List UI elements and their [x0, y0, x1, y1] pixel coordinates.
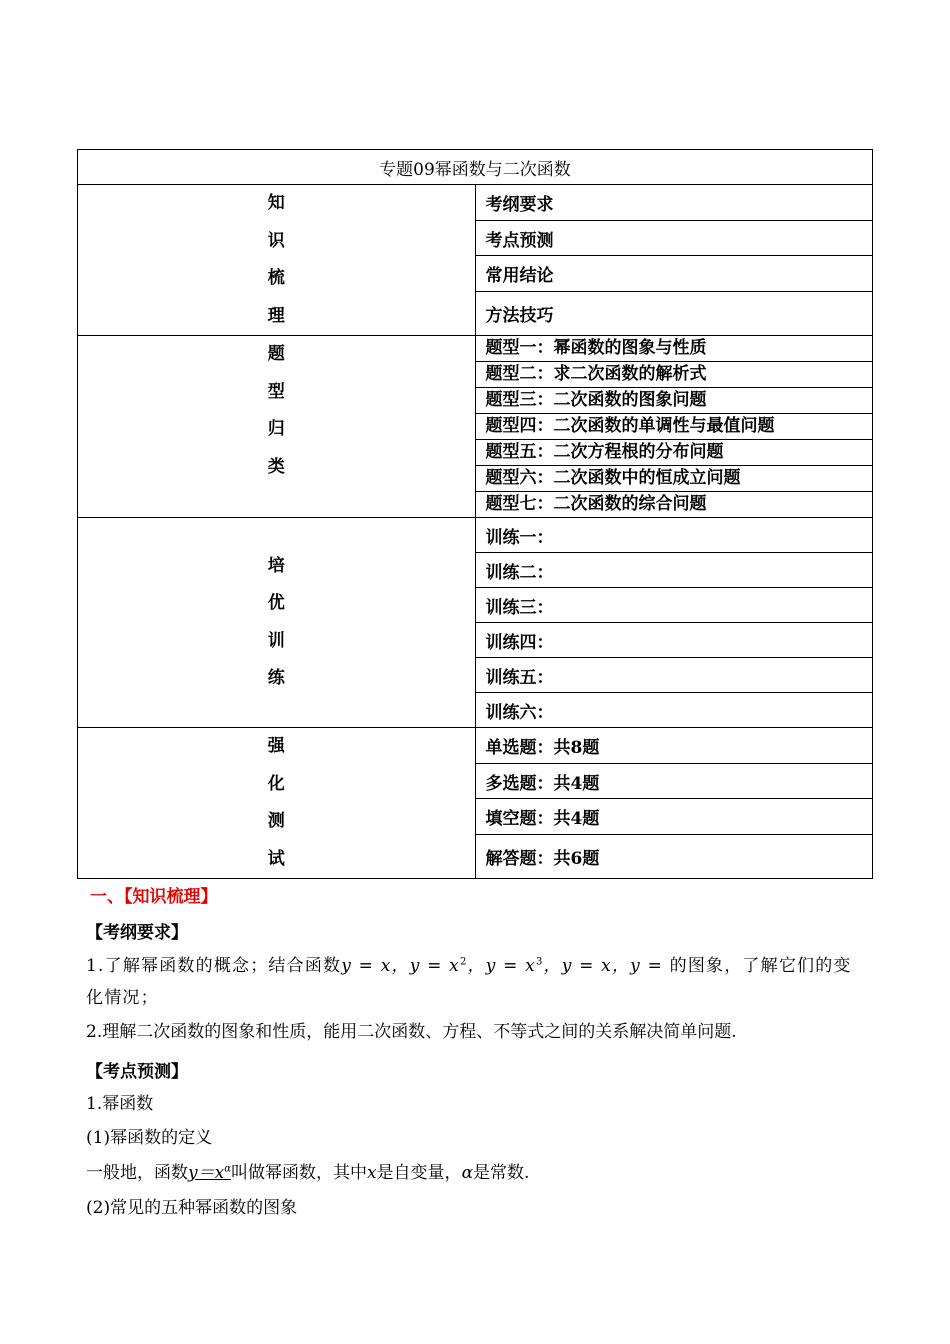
table-row: 训练六：	[475, 693, 873, 728]
table-row: 题型五：二次方程根的分布问题	[475, 440, 873, 466]
subtopic-definition: (1)幂函数的定义	[86, 1128, 213, 1148]
topic-power-function: 1.幂函数	[86, 1094, 154, 1114]
table-row: 考纲要求	[475, 185, 873, 221]
table-row: 训练二：	[475, 553, 873, 588]
table-row: 多选题：共4题	[475, 763, 873, 799]
table-row: 训练四：	[475, 623, 873, 658]
table-row: 题型七：二次函数的综合问题	[475, 492, 873, 518]
syllabus-item-1: 1.了解幂函数的概念；结合函数y = x，$y = x^2$，$y = x^3$，y = x，y = 的图象，了解它们的变化情况；	[86, 956, 852, 1008]
section-heading: 一、【知识梳理】	[90, 887, 218, 907]
table-row: 单选题：共8题	[475, 728, 873, 764]
table-row: 训练五：	[475, 658, 873, 693]
table-row: 题型六：二次函数中的恒成立问题	[475, 466, 873, 492]
table-row: 方法技巧	[475, 292, 873, 336]
table-row: 训练三：	[475, 588, 873, 623]
table-row: 题型四：二次函数的单调性与最值问题	[475, 414, 873, 440]
syllabus-item-2: 2.理解二次函数的图象和性质，能用二次函数、方程、不等式之间的关系解决简单问题.	[86, 1022, 737, 1042]
table-title: 专题09幂函数与二次函数	[78, 150, 873, 185]
subtopic-graphs: (2)常见的五种幂函数的图象	[86, 1198, 298, 1218]
side-label-test: 强 化 测 试	[78, 728, 476, 879]
table-row: 考点预测	[475, 220, 873, 256]
table-row: 解答题：共6题	[475, 835, 873, 879]
table-row: 题型二：求二次函数的解析式	[475, 362, 873, 388]
contents-table	[77, 149, 873, 879]
side-label-knowledge: 知 识 梳 理	[78, 185, 476, 336]
prediction-heading: 【考点预测】	[86, 1062, 188, 1082]
definition-text: 一般地，函数$y=x^\alpha$叫做幂函数，其中x是自变量，α是常数.	[86, 1163, 530, 1183]
side-label-training: 培 优 训 练	[78, 518, 476, 728]
table-row: 题型一：幂函数的图象与性质	[475, 336, 873, 362]
table-row: 题型三：二次函数的图象问题	[475, 388, 873, 414]
syllabus-heading: 【考纲要求】	[86, 923, 188, 943]
table-row: 填空题：共4题	[475, 799, 873, 835]
table-row: 常用结论	[475, 256, 873, 292]
side-label-types: 题 型 归 类	[78, 336, 476, 518]
table-row: 训练一：	[475, 518, 873, 553]
